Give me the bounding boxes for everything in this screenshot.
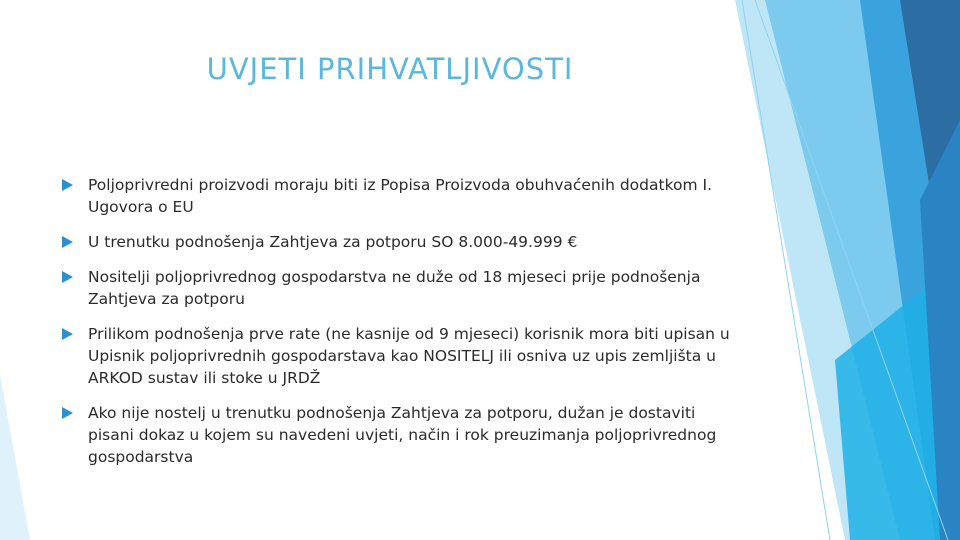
bullet-list xyxy=(62,174,732,481)
slide-title: UVJETI PRIHVATLJIVOSTI xyxy=(206,52,574,86)
bullet-text: Nositelji poljoprivrednog gospodarstva ne duže od 18 mjeseci prije podnošenja Zahtjeva za potporu xyxy=(88,268,701,308)
bullet-text: Poljoprivredni proizvodi moraju biti iz Popisa Proizvoda obuhvaćenih dodatkom I. Ugovora o EU xyxy=(88,176,713,216)
left-pale-shape xyxy=(0,375,30,540)
list-item xyxy=(62,402,732,468)
triangle-bullet-icon xyxy=(62,328,73,340)
list-item xyxy=(62,323,732,389)
list-item xyxy=(62,266,732,310)
bullet-text: U trenutku podnošenja Zahtjeva za potporu SO 8.000-49.999 € xyxy=(88,233,578,251)
bullet-text: Prilikom podnošenja prve rate (ne kasnije od 9 mjeseci) korisnik mora biti upisan u Upisnik poljoprivrednih gospodarstava kao NOSITELJ ili osniva uz upis zemljišta u ARKOD sustav ili stoke u JRDŽ xyxy=(88,325,730,387)
triangle-bullet-icon xyxy=(62,407,73,419)
triangle-bullet-icon xyxy=(62,179,73,191)
list-item xyxy=(62,231,732,253)
triangle-bullet-icon xyxy=(62,271,73,283)
list-item xyxy=(62,174,732,218)
triangle-bullet-icon xyxy=(62,236,73,248)
bullet-text: Ako nije nostelj u trenutku podnošenja Zahtjeva za potporu, dužan je dostaviti pisani dokaz u kojem su navedeni uvjeti, način i rok preuzimanja poljoprivrednog gospodarstva xyxy=(88,404,717,466)
